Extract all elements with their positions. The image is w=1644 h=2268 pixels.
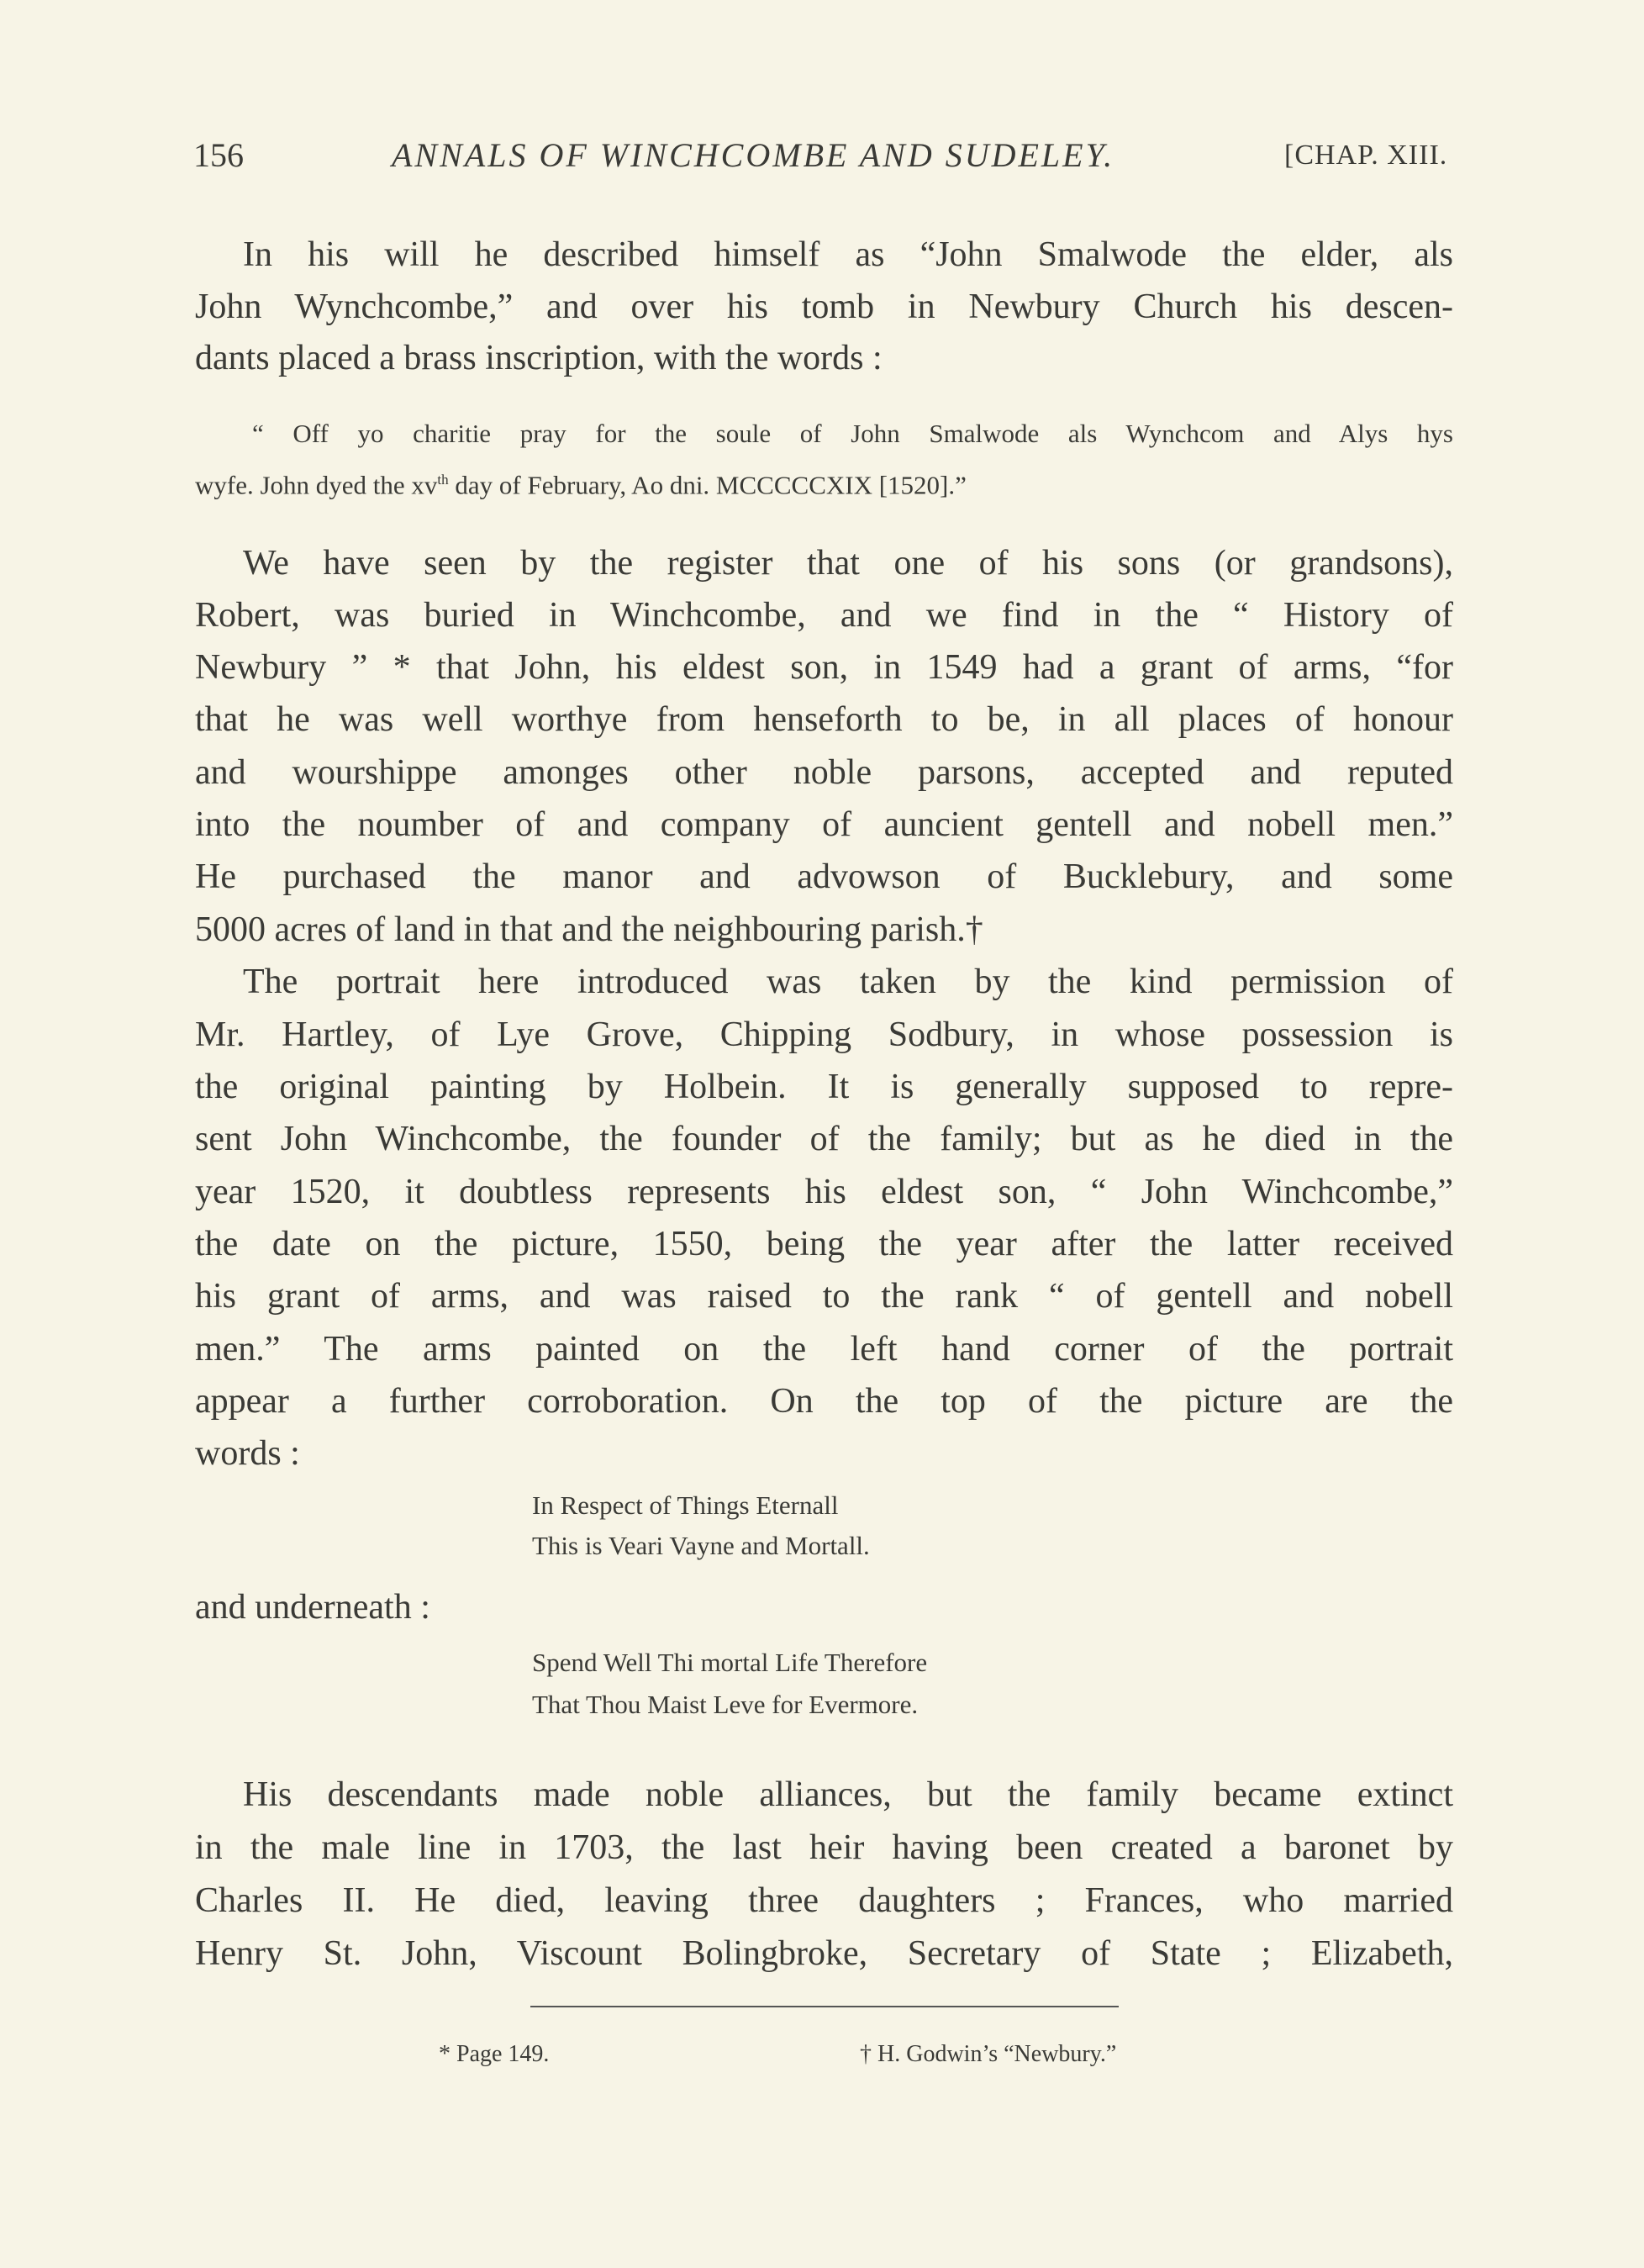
footnote: * Page 149.: [439, 2041, 550, 2067]
text-line: Robert, was buried in Winchcombe, and we find in the “ History of: [195, 596, 1453, 635]
text-line: men.” The arms painted on the left hand corner of the portrait: [195, 1330, 1453, 1369]
page-number: 156: [193, 136, 244, 174]
text-line: Newbury ” * that John, his eldest son, in 1549 had a grant of arms, “for: [195, 648, 1453, 687]
quote-line: “ Off yo charitie pray for the soule of John Smalwode als Wynchcom and Alys hys: [252, 419, 1453, 448]
text-line: into the noumber of and company of auncient gentell and nobell men.”: [195, 805, 1453, 844]
text-line: the original painting by Holbein. It is generally supposed to repre-: [195, 1068, 1453, 1106]
verse-line: That Thou Maist Leve for Evermore.: [532, 1690, 919, 1719]
text-line: in the male line in 1703, the last heir having been created a baronet by: [195, 1828, 1453, 1867]
footnote: † H. Godwin’s “Newbury.”: [860, 2041, 1117, 2067]
text-line: and wourshippe amonges other noble parsons, accepted and reputed: [195, 753, 1453, 792]
quote-text: day of February, Ao dni. MCCCCCXIX [1520].”: [448, 470, 967, 500]
text-line: The portrait here introduced was taken by the kind permission of: [243, 963, 1453, 1001]
text-line: We have seen by the register that one of his sons (or grandsons),: [243, 544, 1453, 583]
text-line: Henry St. John, Viscount Bolingbroke, Secretary of State ; Elizabeth,: [195, 1934, 1453, 1973]
chapter-label: [CHAP. XIII.: [1284, 140, 1448, 171]
text-line: Mr. Hartley, of Lye Grove, Chipping Sodbury, in whose possession is: [195, 1015, 1453, 1054]
verse-line: Spend Well Thi mortal Life Therefore: [532, 1648, 928, 1677]
text-line: the date on the picture, 1550, being the year after the latter received: [195, 1225, 1453, 1263]
text-line: 5000 acres of land in that and the neighbouring parish.†: [195, 910, 983, 949]
quote-line: [195, 463, 967, 502]
text-line: that he was well worthye from henseforth to be, in all places of honour: [195, 700, 1453, 739]
text-line: his grant of arms, and was raised to the rank “ of gentell and nobell: [195, 1277, 1453, 1316]
text-line: appear a further corroboration. On the top of the picture are the: [195, 1382, 1453, 1421]
text-line: He purchased the manor and advowson of Bucklebury, and some: [195, 857, 1453, 896]
verse-line: In Respect of Things Eternall: [532, 1490, 839, 1520]
text-line: words :: [195, 1434, 300, 1473]
text-line: year 1520, it doubtless represents his eldest son, “ John Winchcombe,”: [195, 1173, 1453, 1211]
footnote-divider: [530, 2006, 1119, 2007]
text-line: sent John Winchcombe, the founder of the family; but as he died in the: [195, 1120, 1453, 1158]
text-line: John Wynchcombe,” and over his tomb in Newbury Church his descen-: [195, 287, 1453, 326]
text-line: and underneath :: [195, 1588, 430, 1627]
quote-superscript: th: [437, 472, 449, 488]
running-title: ANNALS OF WINCHCOMBE AND SUDELEY.: [392, 136, 1115, 174]
text-line: His descendants made noble alliances, but the family became extinct: [243, 1775, 1453, 1814]
verse-line: This is Veari Vayne and Mortall.: [532, 1531, 870, 1560]
text-line: dants placed a brass inscription, with the words :: [195, 339, 883, 377]
quote-text: wyfe. John dyed the xv: [195, 470, 438, 500]
text-line: In his will he described himself as “John Smalwode the elder, als: [243, 235, 1453, 274]
text-line: Charles II. He died, leaving three daughters ; Frances, who married: [195, 1881, 1453, 1920]
